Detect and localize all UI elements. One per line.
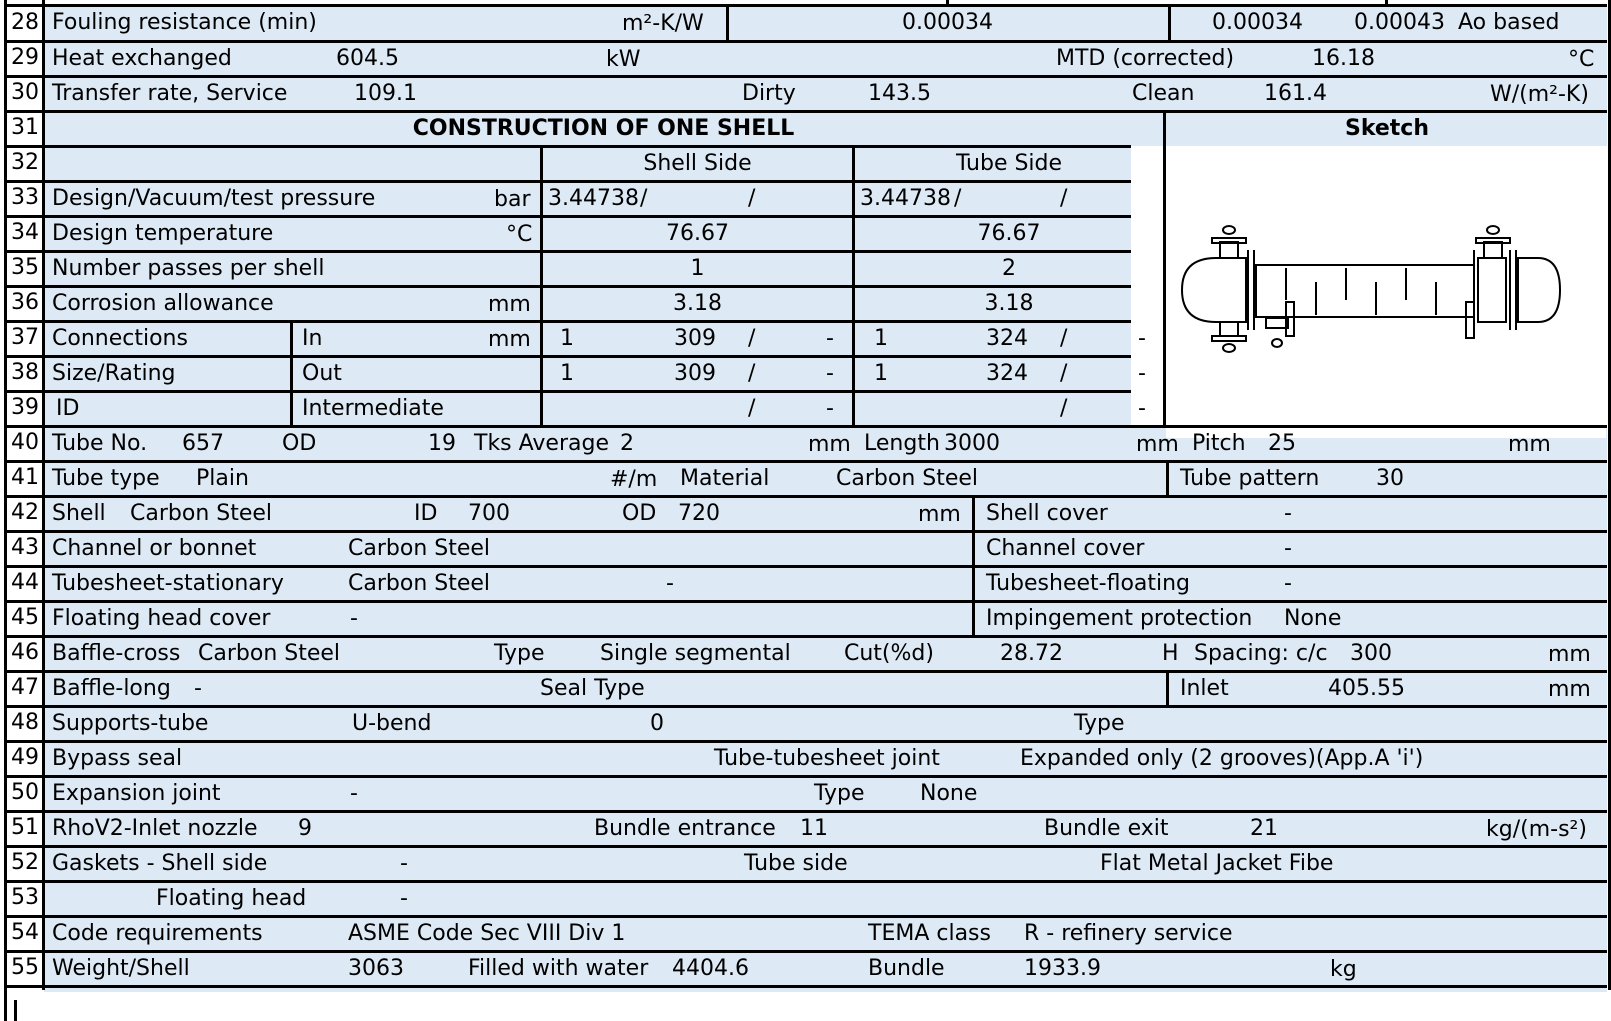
fouling-shell: 0.00034 bbox=[902, 10, 993, 35]
dash: - bbox=[1138, 326, 1146, 351]
mtd-unit: °C bbox=[1568, 47, 1595, 72]
passes-shell: 1 bbox=[690, 256, 705, 281]
fouling-basis: Ao based bbox=[1458, 10, 1560, 35]
tube-od-value: 19 bbox=[428, 431, 456, 456]
cut-label: Cut(%d) bbox=[844, 641, 934, 666]
tubesheet-floating-value: - bbox=[1284, 571, 1292, 596]
cut-value: 28.72 bbox=[1000, 641, 1063, 666]
conn-out-tube-size: 324 bbox=[986, 361, 1028, 386]
transfer-rate-service: 109.1 bbox=[354, 81, 417, 106]
design-temperature-shell: 76.67 bbox=[666, 221, 729, 246]
tube-type-label: Tube type bbox=[52, 466, 160, 491]
impingement-label: Impingement protection bbox=[986, 606, 1253, 631]
code-requirements-label: Code requirements bbox=[52, 921, 263, 946]
tube-pattern-label: Tube pattern bbox=[1180, 466, 1320, 491]
grid-line bbox=[1168, 4, 1171, 42]
bundle-exit-value: 21 bbox=[1250, 816, 1278, 841]
design-temperature-label: Design temperature bbox=[52, 221, 274, 246]
row-number: 55 bbox=[6, 950, 44, 986]
gaskets-shell-value: - bbox=[400, 851, 408, 876]
channel-cover-label: Channel cover bbox=[986, 536, 1145, 561]
row-number: 28 bbox=[6, 5, 44, 41]
grid-line bbox=[6, 985, 1607, 988]
row-number: 53 bbox=[6, 880, 44, 916]
sketch-area bbox=[1166, 150, 1606, 438]
expansion-type-value: None bbox=[920, 781, 978, 806]
fouling-tube-2: 0.00043 bbox=[1354, 10, 1445, 35]
gaskets-shell-label: Gaskets - Shell side bbox=[52, 851, 268, 876]
gaskets-tube-label: Tube side bbox=[744, 851, 848, 876]
conn-out-shell-size: 309 bbox=[674, 361, 716, 386]
inlet-value: 405.55 bbox=[1328, 676, 1405, 701]
support-type-label: Type bbox=[1074, 711, 1125, 736]
bundle-entrance-label: Bundle entrance bbox=[594, 816, 776, 841]
dash: - bbox=[826, 396, 834, 421]
mm-unit: mm bbox=[808, 432, 851, 457]
dash: - bbox=[826, 361, 834, 386]
corrosion-label: Corrosion allowance bbox=[52, 291, 274, 316]
bundle-entrance-value: 11 bbox=[800, 816, 828, 841]
shell-id-value: 700 bbox=[468, 501, 510, 526]
dash: - bbox=[1138, 361, 1146, 386]
transfer-rate-unit: W/(m²-K) bbox=[1490, 82, 1589, 107]
tube-pattern-value: 30 bbox=[1376, 466, 1404, 491]
row-number: 51 bbox=[6, 810, 44, 846]
grid-line bbox=[1163, 110, 1166, 428]
expansion-type-label: Type bbox=[814, 781, 865, 806]
inlet-label: Inlet bbox=[1180, 676, 1229, 701]
filled-water-label: Filled with water bbox=[468, 956, 649, 981]
baffle-cross-material: Carbon Steel bbox=[198, 641, 341, 666]
u-bend-label: U-bend bbox=[352, 711, 432, 736]
shell-side-header: Shell Side bbox=[643, 151, 752, 176]
mm-unit: mm bbox=[1548, 642, 1591, 667]
row-number: 35 bbox=[6, 250, 44, 286]
grid-line bbox=[14, 1000, 17, 1021]
connections-label: Connections bbox=[52, 326, 188, 351]
length-value: 3000 bbox=[944, 431, 1000, 456]
grid-line bbox=[4, 0, 7, 1021]
weight-shell-label: Weight/Shell bbox=[52, 956, 190, 981]
row-number: 34 bbox=[6, 215, 44, 251]
baffle-type-value: Single segmental bbox=[600, 641, 791, 666]
fouling-unit: m²-K/W bbox=[622, 11, 704, 36]
material-value: Carbon Steel bbox=[836, 466, 979, 491]
baffle-type-label: Type bbox=[494, 641, 545, 666]
grid-line bbox=[42, 0, 45, 990]
expansion-joint-value: - bbox=[350, 781, 358, 806]
mtd-value: 16.18 bbox=[1312, 46, 1375, 71]
per-m-unit: #/m bbox=[610, 467, 658, 492]
floating-head-cover-label: Floating head cover bbox=[52, 606, 271, 631]
corrosion-tube: 3.18 bbox=[984, 291, 1034, 316]
fouling-tube-1: 0.00034 bbox=[1212, 10, 1303, 35]
conn-in-shell-count: 1 bbox=[560, 326, 574, 351]
tube-side-header: Tube Side bbox=[955, 151, 1063, 176]
mtd-label: MTD (corrected) bbox=[1056, 46, 1235, 71]
row-number: 29 bbox=[6, 40, 44, 76]
grid-line bbox=[6, 425, 1607, 428]
cut-h: H bbox=[1162, 641, 1179, 666]
baffle-long-label: Baffle-long bbox=[52, 676, 171, 701]
row-number: 54 bbox=[6, 915, 44, 951]
length-label: Length bbox=[864, 431, 940, 456]
heat-exchanged-unit: kW bbox=[606, 47, 641, 72]
tema-class-label: TEMA class bbox=[868, 921, 991, 946]
passes-tube: 2 bbox=[1002, 256, 1016, 281]
baffle-cross-label: Baffle-cross bbox=[52, 641, 181, 666]
dash: - bbox=[666, 571, 674, 596]
grid-line bbox=[972, 495, 975, 637]
conn-out-shell-count: 1 bbox=[560, 361, 574, 386]
code-requirements-value: ASME Code Sec VIII Div 1 bbox=[348, 921, 626, 946]
construction-title: CONSTRUCTION OF ONE SHELL bbox=[412, 116, 795, 141]
connections-in-label: In bbox=[302, 326, 323, 351]
row-number: 40 bbox=[6, 425, 44, 461]
floating-head-value: - bbox=[400, 886, 408, 911]
rhov2-unit: kg/(m-s²) bbox=[1486, 817, 1587, 842]
id-label: ID bbox=[56, 396, 80, 421]
supports-tube-label: Supports-tube bbox=[52, 711, 209, 736]
slash: / bbox=[748, 186, 756, 211]
row-number: 41 bbox=[6, 460, 44, 496]
tks-value: 2 bbox=[620, 431, 634, 456]
design-pressure-tube: 3.44738 bbox=[860, 186, 951, 211]
row-number: 47 bbox=[6, 670, 44, 706]
shell-material: Carbon Steel bbox=[130, 501, 273, 526]
floating-head-label: Floating head bbox=[156, 886, 307, 911]
row-number: 39 bbox=[6, 390, 44, 426]
spacing-label: Spacing: c/c bbox=[1194, 641, 1328, 666]
row-number: 37 bbox=[6, 320, 44, 356]
tube-tubesheet-joint-value: Expanded only (2 grooves)(App.A 'i') bbox=[1020, 746, 1424, 771]
design-temperature-unit: °C bbox=[506, 222, 533, 247]
row-number: 43 bbox=[6, 530, 44, 566]
shell-od-value: 720 bbox=[678, 501, 720, 526]
dash: - bbox=[1138, 396, 1146, 421]
pitch-label: Pitch bbox=[1192, 431, 1246, 456]
tks-label: Tks Average bbox=[474, 431, 609, 456]
shell-od-label: OD bbox=[622, 501, 657, 526]
dash: - bbox=[826, 326, 834, 351]
mm-unit: mm bbox=[1508, 432, 1551, 457]
slash: / bbox=[1060, 361, 1068, 386]
row-number: 46 bbox=[6, 635, 44, 671]
corrosion-unit: mm bbox=[488, 292, 531, 317]
slash: / bbox=[954, 186, 962, 211]
slash: / bbox=[748, 396, 756, 421]
tube-tubesheet-joint-label: Tube-tubesheet joint bbox=[714, 746, 940, 771]
dirty-value: 143.5 bbox=[868, 81, 931, 106]
mm-unit: mm bbox=[1136, 432, 1179, 457]
row-number: 52 bbox=[6, 845, 44, 881]
rhov2-inlet-value: 9 bbox=[298, 816, 312, 841]
row-number: 49 bbox=[6, 740, 44, 776]
grid-line bbox=[726, 4, 729, 42]
row-number: 32 bbox=[6, 145, 44, 181]
row-number: 44 bbox=[6, 565, 44, 601]
clean-value: 161.4 bbox=[1264, 81, 1327, 106]
intermediate-label: Intermediate bbox=[302, 396, 444, 421]
tube-od-label: OD bbox=[282, 431, 317, 456]
filled-water-value: 4404.6 bbox=[672, 956, 749, 981]
bundle-weight-label: Bundle bbox=[868, 956, 945, 981]
mm-unit: mm bbox=[1548, 677, 1591, 702]
design-pressure-shell: 3.44738 bbox=[548, 186, 639, 211]
tube-no-label: Tube No. bbox=[52, 431, 148, 456]
slash: / bbox=[1060, 396, 1068, 421]
heat-exchanged-value: 604.5 bbox=[336, 46, 399, 71]
row-number: 33 bbox=[6, 180, 44, 216]
bundle-exit-label: Bundle exit bbox=[1044, 816, 1169, 841]
shell-cover-value: - bbox=[1284, 501, 1292, 526]
design-pressure-label: Design/Vacuum/test pressure bbox=[52, 186, 376, 211]
row-number: 45 bbox=[6, 600, 44, 636]
grid-line bbox=[290, 320, 293, 428]
conn-out-tube-count: 1 bbox=[874, 361, 888, 386]
baffle-long-value: - bbox=[194, 676, 202, 701]
tube-no-value: 657 bbox=[182, 431, 224, 456]
shell-label: Shell bbox=[52, 501, 106, 526]
connections-out-label: Out bbox=[302, 361, 342, 386]
connections-unit: mm bbox=[488, 327, 531, 352]
weight-shell-value: 3063 bbox=[348, 956, 404, 981]
row-number: 31 bbox=[6, 110, 44, 146]
conn-in-shell-size: 309 bbox=[674, 326, 716, 351]
design-temperature-tube: 76.67 bbox=[977, 221, 1041, 246]
slash: / bbox=[1060, 326, 1068, 351]
grid-line bbox=[1166, 460, 1169, 497]
pitch-value: 25 bbox=[1268, 431, 1296, 456]
fouling-resistance-label: Fouling resistance (min) bbox=[52, 10, 317, 35]
mm-unit: mm bbox=[918, 502, 961, 527]
slash: / bbox=[748, 361, 756, 386]
gaskets-tube-value: Flat Metal Jacket Fibe bbox=[1100, 851, 1334, 876]
channel-cover-value: - bbox=[1284, 536, 1292, 561]
corrosion-shell: 3.18 bbox=[673, 291, 722, 316]
tubesheet-floating-label: Tubesheet-floating bbox=[986, 571, 1191, 596]
impingement-value: None bbox=[1284, 606, 1342, 631]
grid-line bbox=[1166, 670, 1169, 707]
row-number: 36 bbox=[6, 285, 44, 321]
bundle-weight-value: 1933.9 bbox=[1024, 956, 1101, 981]
heat-exchanger-sketch-icon bbox=[1166, 150, 1606, 438]
design-pressure-unit: bar bbox=[494, 187, 531, 212]
conn-in-tube-size: 324 bbox=[986, 326, 1028, 351]
seal-type-label: Seal Type bbox=[540, 676, 645, 701]
row-number: 50 bbox=[6, 775, 44, 811]
sketch-title: Sketch bbox=[1344, 116, 1430, 141]
clean-label: Clean bbox=[1132, 81, 1195, 106]
row-number: 38 bbox=[6, 355, 44, 391]
tubesheet-stationary-label: Tubesheet-stationary bbox=[52, 571, 284, 596]
rhov2-label: RhoV2-Inlet nozzle bbox=[52, 816, 258, 841]
spacing-value: 300 bbox=[1350, 641, 1392, 666]
row-number: 42 bbox=[6, 495, 44, 531]
expansion-joint-label: Expansion joint bbox=[52, 781, 221, 806]
weight-unit: kg bbox=[1330, 957, 1357, 982]
channel-material: Carbon Steel bbox=[348, 536, 491, 561]
floating-head-cover-value: - bbox=[350, 606, 358, 631]
tubesheet-stationary-material: Carbon Steel bbox=[348, 571, 491, 596]
bypass-seal-label: Bypass seal bbox=[52, 746, 183, 771]
transfer-rate-label: Transfer rate, Service bbox=[52, 81, 288, 106]
channel-label: Channel or bonnet bbox=[52, 536, 257, 561]
material-label: Material bbox=[680, 466, 770, 491]
tube-type-value: Plain bbox=[196, 466, 249, 491]
shell-cover-label: Shell cover bbox=[986, 501, 1108, 526]
row-number: 48 bbox=[6, 705, 44, 741]
row-number: 30 bbox=[6, 75, 44, 111]
tema-class-value: R - refinery service bbox=[1024, 921, 1233, 946]
slash: / bbox=[1060, 186, 1068, 211]
size-rating-label: Size/Rating bbox=[52, 361, 176, 386]
dirty-label: Dirty bbox=[742, 81, 796, 106]
slash: / bbox=[748, 326, 756, 351]
shell-id-label: ID bbox=[414, 501, 438, 526]
heat-exchanged-label: Heat exchanged bbox=[52, 46, 232, 71]
slash: / bbox=[640, 186, 648, 211]
passes-label: Number passes per shell bbox=[52, 256, 325, 281]
conn-in-tube-count: 1 bbox=[874, 326, 888, 351]
u-bend-value: 0 bbox=[650, 711, 664, 736]
